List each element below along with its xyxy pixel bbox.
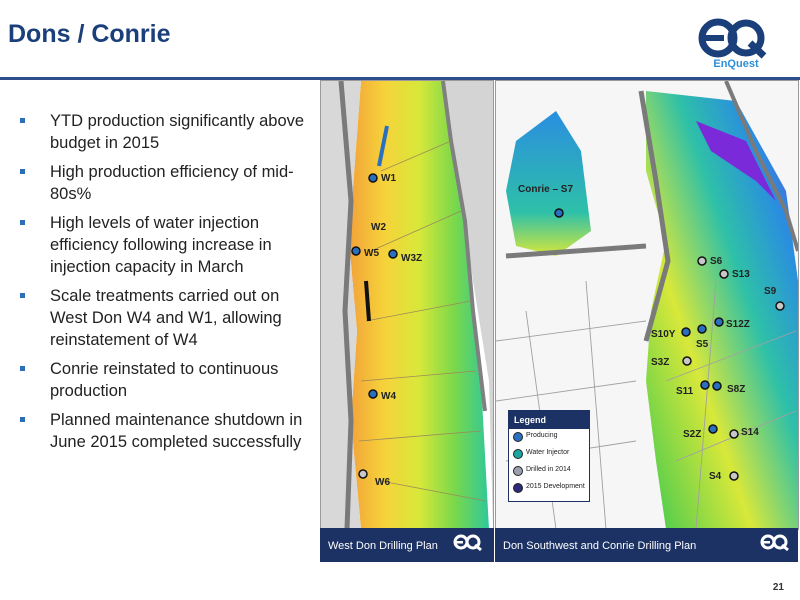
map-legend xyxy=(508,410,590,502)
bullet-square-icon xyxy=(20,220,25,225)
well-label-s13: S13 xyxy=(732,269,750,280)
bullet-square-icon xyxy=(20,118,25,123)
well-label-s8z: S8Z xyxy=(727,384,746,395)
water-injector-icon xyxy=(513,449,523,459)
enquest-mini-logo-icon xyxy=(452,532,484,558)
well-label-s12z: S12Z xyxy=(726,319,750,330)
west-don-map xyxy=(320,80,494,530)
bullet-square-icon xyxy=(20,293,25,298)
well-label-s11: S11 xyxy=(676,386,694,397)
well-label-s4: S4 xyxy=(709,471,722,482)
bullet-item: High production efficiency of mid-80s% xyxy=(18,161,318,205)
well-label-w3z: W3Z xyxy=(401,253,423,264)
well-label-conrie-s7: Conrie – S7 xyxy=(518,184,574,195)
bullet-item: YTD production significantly above budget in 2015 xyxy=(18,110,318,154)
bullet-square-icon xyxy=(20,417,25,422)
legend-item-2015-development: 2015 Development xyxy=(509,483,589,501)
well-label-w5: W5 xyxy=(364,248,379,259)
well-label-s9: S9 xyxy=(764,286,777,297)
south-map-caption-bar xyxy=(495,528,798,562)
well-label-s10y: S10Y xyxy=(651,329,676,340)
bullet-square-icon xyxy=(20,366,25,371)
well-label-s5: S5 xyxy=(696,339,709,350)
well-label-w4: W4 xyxy=(381,391,396,402)
enquest-mini-logo-icon xyxy=(759,532,791,558)
producing-well-icon xyxy=(513,432,523,442)
well-label-w1: W1 xyxy=(381,173,396,184)
well-label-s2z: S2Z xyxy=(683,429,702,440)
slide-title: Dons / Conrie xyxy=(8,20,171,48)
bullet-square-icon xyxy=(20,169,25,174)
logo-name: EnQuest xyxy=(713,58,759,70)
well-label-s6: S6 xyxy=(710,256,723,267)
south-map-caption: Don Southwest and Conrie Drilling Plan xyxy=(503,540,697,552)
legend-item-water-injector: Water Injector xyxy=(509,449,589,463)
development-2015-icon xyxy=(513,483,523,493)
well-label-w6: W6 xyxy=(375,477,390,488)
well-label-s3z: S3Z xyxy=(651,357,670,368)
enquest-logo xyxy=(696,16,776,72)
well-label-w2: W2 xyxy=(371,222,386,233)
bullet-item: Scale treatments carried out on West Don W4 and W1, allowing reinstatement of W4 xyxy=(18,285,318,351)
drilled-2014-icon xyxy=(513,466,523,476)
west-map-caption: West Don Drilling Plan xyxy=(328,540,438,552)
bullet-list xyxy=(18,110,318,460)
west-map-caption-bar xyxy=(320,528,494,562)
bullet-item: High levels of water injection efficiency following increase in injection capacity in March xyxy=(18,212,318,278)
bullet-item: Planned maintenance shutdown in June 2015 completed successfully xyxy=(18,409,318,453)
legend-title: Legend xyxy=(509,411,589,429)
well-label-s14: S14 xyxy=(741,427,759,438)
legend-item-producing: Producing xyxy=(509,432,589,446)
bullet-item: Conrie reinstated to continuous production xyxy=(18,358,318,402)
page-number: 21 xyxy=(772,582,784,593)
legend-item-drilled-2014: Drilled in 2014 xyxy=(509,466,589,480)
